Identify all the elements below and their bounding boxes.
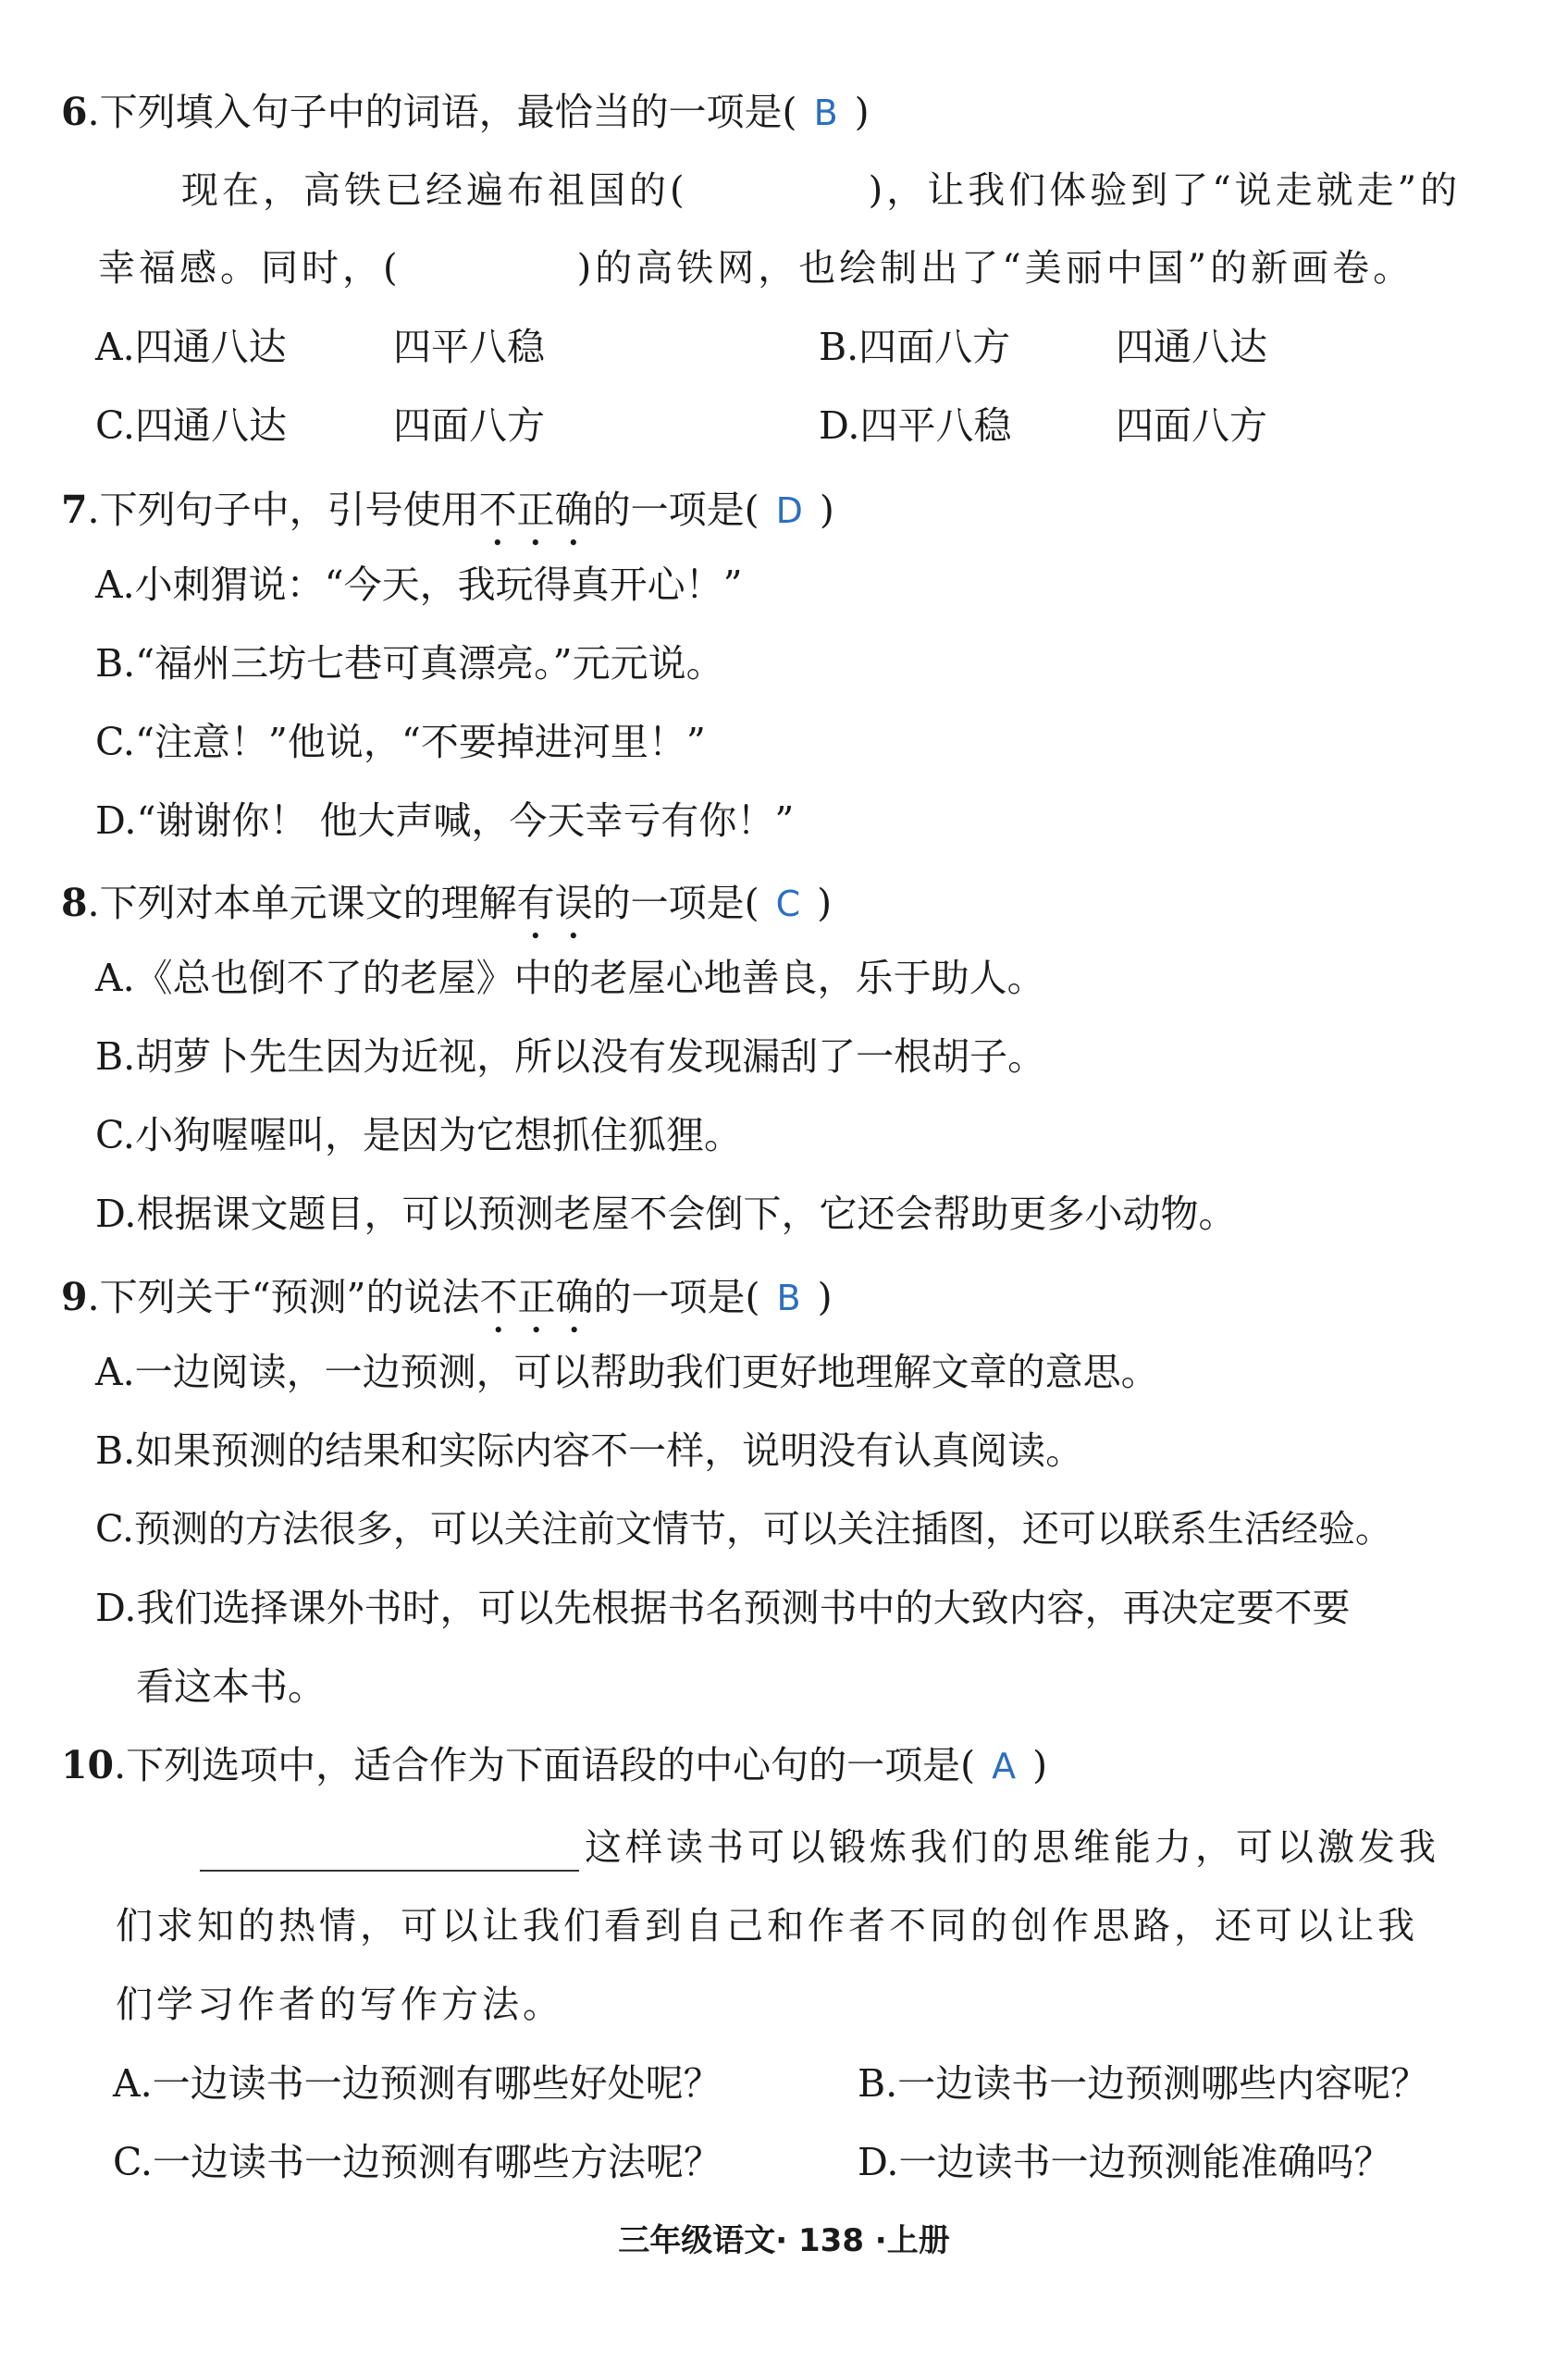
question-text: .下列填入句子中的词语，最恰当的一项是( <box>87 90 797 134</box>
q7-option-a: A.小刺猬说：“今天，我玩得真开心！” <box>95 562 743 607</box>
question-number: 6 <box>61 90 88 134</box>
question-8-stem <box>61 881 832 947</box>
q8-option-a: A.《总也倒不了的老屋》中的老屋心地善良，乐于助人。 <box>95 956 1045 1000</box>
q6-option-c-word2: 四面八方 <box>393 403 545 448</box>
q6-option-a-word2: 四平八稳 <box>393 325 545 369</box>
q7-option-b: B.“福州三坊七巷可真漂亮。”元元说。 <box>95 641 724 686</box>
question-10-stem <box>61 1743 1048 1787</box>
q7-option-c: C.“注意！”他说，“不要掉进河里！” <box>95 720 706 764</box>
q6-option-d-word2: 四面八方 <box>1116 403 1267 448</box>
question-text: 的一项是( <box>592 488 759 532</box>
passage-text: 现在，高铁已经遍布祖国的( <box>181 169 688 212</box>
q10-option-b: B.一边读书一边预测哪些内容呢？ <box>858 2061 1429 2106</box>
q6-option-b-word2: 四通八达 <box>1116 325 1267 369</box>
q10-passage-line-2: 们求知的热情，可以让我们看到自己和作者不同的创作思路，还可以让我 <box>116 1905 1418 1947</box>
q10-option-d: D.一边读书一边预测能准确吗？ <box>858 2140 1392 2184</box>
answer-mark: B <box>813 93 838 133</box>
q6-option-c: C.四通八达 <box>95 403 287 448</box>
question-7-stem <box>61 488 834 554</box>
answer-mark: C <box>775 884 801 924</box>
q9-option-d-continuation: 看这本书。 <box>136 1664 326 1709</box>
emphasized-text: 不正确 <box>478 488 593 532</box>
q6-option-a: A.四通八达 <box>95 325 287 369</box>
question-9-stem <box>61 1275 833 1341</box>
q10-passage-line-1: 这样读书可以锻炼我们的思维能力，可以激发我 <box>585 1826 1439 1869</box>
q9-option-d: D.我们选择课外书时，可以先根据书名预测书中的大致内容，再决定要不要 <box>95 1586 1351 1630</box>
q6-option-d: D.四平八稳 <box>819 403 1012 448</box>
question-number: 10 <box>61 1743 115 1787</box>
close-paren: ) <box>854 90 870 134</box>
passage-text: 幸福感。同时，( <box>98 247 401 290</box>
q7-option-d: D.“谢谢你！ 他大声喊，今天幸亏有你！” <box>95 798 795 843</box>
q6-passage-line-2 <box>98 247 1414 290</box>
answer-blank-line <box>200 1870 579 1872</box>
close-paren: ) <box>817 881 833 925</box>
q8-option-b: B.胡萝卜先生因为近视，所以没有发现漏刮了一根胡子。 <box>95 1034 1046 1079</box>
answer-mark: B <box>776 1278 801 1318</box>
question-text: .下列选项中，适合作为下面语段的中心句的一项是( <box>114 1743 976 1787</box>
q6-option-b: B.四面八方 <box>819 325 1011 369</box>
question-text: .下列对本单元课文的理解 <box>87 881 517 925</box>
answer-mark: A <box>992 1746 1017 1786</box>
close-paren: ) <box>1032 1743 1048 1787</box>
q8-option-d: D.根据课文题目，可以预测老屋不会倒下，它还会帮助更多小动物。 <box>95 1192 1237 1236</box>
question-text: 的一项是( <box>592 881 759 925</box>
q10-passage-line-3: 们学习作者的写作方法。 <box>116 1984 563 2026</box>
question-number: 9 <box>61 1275 88 1319</box>
question-number: 7 <box>61 488 88 532</box>
question-text: .下列句子中，引号使用 <box>87 488 479 532</box>
q10-option-c: C.一边读书一边预测有哪些方法呢？ <box>113 2140 722 2184</box>
q6-passage-line-1 <box>181 169 1462 212</box>
question-text: .下列关于“预测”的说法 <box>87 1275 480 1319</box>
close-paren: ) <box>817 1275 833 1319</box>
passage-text: )的高铁网，也绘制出了“美丽中国”的新画卷。 <box>576 247 1414 290</box>
close-paren: ) <box>819 488 834 532</box>
question-number: 8 <box>61 881 88 925</box>
q8-option-c: C.小狗喔喔叫，是因为它想抓住狐狸。 <box>95 1113 742 1157</box>
question-text: 的一项是( <box>593 1275 760 1319</box>
q10-option-a: A.一边读书一边预测有哪些好处呢？ <box>113 2061 722 2106</box>
emphasized-text: 有误 <box>516 881 593 925</box>
page-footer: 三年级语文· 138 ·上册 <box>618 2222 950 2259</box>
q9-option-c: C.预测的方法很多，可以关注前文情节，可以关注插图，还可以联系生活经验。 <box>95 1508 1392 1551</box>
passage-text: )，让我们体验到了“说走就走”的 <box>868 169 1462 212</box>
q9-option-a: A.一边阅读，一边预测，可以帮助我们更好地理解文章的意思。 <box>95 1350 1159 1394</box>
q9-option-b: B.如果预测的结果和实际内容不一样，说明没有认真阅读。 <box>95 1428 1084 1473</box>
answer-mark: D <box>775 490 803 531</box>
question-6-stem <box>61 90 870 134</box>
emphasized-text: 不正确 <box>479 1275 594 1319</box>
